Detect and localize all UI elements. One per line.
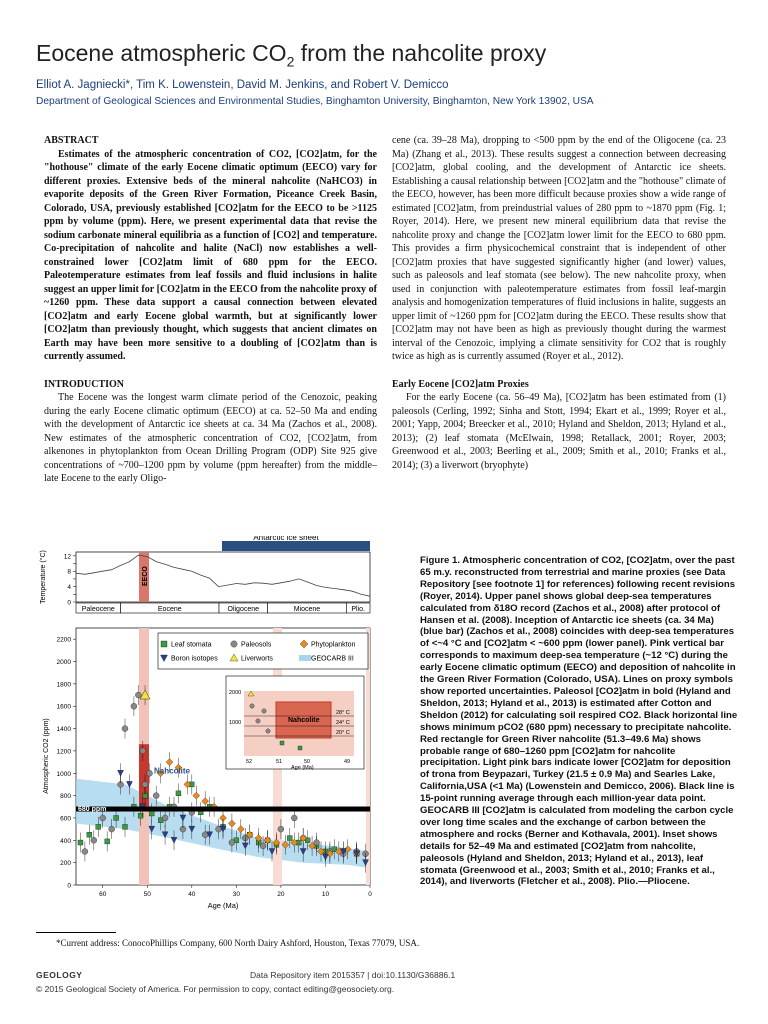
paleosol-point: [109, 826, 115, 832]
upper-y-label: Temperature (°C): [40, 550, 47, 604]
lower-x-tick-label: 30: [232, 891, 240, 898]
legend-marker: [299, 655, 311, 661]
affiliation: Department of Geological Sciences and Environmental Studies, Binghamton University, Binghamton, New York 13902, USA: [36, 96, 594, 107]
figure-caption: Figure 1. Atmospheric concentration of CO2, [CO2]atm, over the past 65 m.y. reconstructed from terrestrial and marine proxies (see Data Repository [see footnote 1] for references) following recent revisions (Royer, 2014). Upper panel shows global deep-sea temperatures calculated from δ18O record (Zachos et al., 2008) after protocol of Hansen et al. (2008). Inception of Antarctic ice sheets (ca. 34 Ma) (blue bar) (Zachos et al., 2008) coincides with deep-sea temperatures of <~4 °C and [CO2]atm < ~600 ppm (lower panel). Pink vertical bar corresponds to maximum deep-sea temperature (~12 °C) during the early Eocene climatic optimum (EECO) and deposition of nahcolite in the Green River Formation (Colorado, USA). Lines on proxy symbols show reported uncertainties. Paleosol [CO2]atm in bold (Hyland and Sheldon, 2013; Hyland et al., 2013) is estimated after Cotton and Sheldon (2012) for calculating soil respired CO2. Black horizontal line shows minimum pCO2 (680 ppm) necessary to precipitate nahcolite. Red rectangle for Green River nahcolite (51.3–49.6 Ma) shows probable range of 680–1260 ppm [CO2]atm for nahcolite precipitation. Light pink bars indicate lower [CO2]atm for deposition of trona from Beypazari, Turkey (21.5 ± 0.9 Ma) and Searles Lake, California,USA (<1 Ma) (Lowenstein and Demicco, 2006). Black line is 15-point running average through each million-year data point. GEOCARB III [CO2]atm is calculated from modeling the carbon cycle over long time scales and the exchange of carbon between the atmosphere and rocks (Berner and Kothavala, 2001). Inset shows details for 52–49 Ma and estimated [CO2]atm from nahcolite, paleosols (Hyland and Sheldon, 2013; Hyland et al., 2013), leaf stomata (Greenwood et al., 2003; Smith et al., 2010; Franks et al., 2014), and liverworts (Fletcher et al., 2008). Plio.—Pliocene.: [420, 555, 738, 888]
legend: [158, 633, 368, 669]
upper-y-tick-label: 0: [67, 599, 71, 607]
paleosol-point: [100, 815, 106, 821]
paleosol-point: [122, 726, 128, 732]
paleosol-point: [260, 843, 266, 849]
leaf-stomata-point: [138, 813, 143, 818]
lower-y-tick-label: 0: [67, 882, 71, 890]
upper-panel: [39, 536, 370, 613]
leaf-stomata-point: [96, 824, 101, 829]
upper-y-tick-label: 4: [67, 584, 71, 592]
epoch-label: Paleocene: [81, 606, 115, 613]
leaf-stomata-point: [176, 791, 181, 796]
lower-x-label: Age (Ma): [207, 901, 239, 910]
svg-text:20° C: 20° C: [336, 730, 350, 736]
lower-y-tick-label: 2000: [56, 659, 71, 667]
epoch-label: Miocene: [293, 606, 321, 613]
phytoplankton-point: [202, 798, 209, 805]
svg-text:1000: 1000: [229, 720, 242, 726]
data-repository: Data Repository item 2015357 | doi:10.1130/G36886.1: [250, 970, 456, 980]
paleosol-point: [131, 703, 137, 709]
antarctic-ice-bar: [222, 541, 370, 551]
svg-text:24° C: 24° C: [336, 720, 350, 726]
upper-y-axis: [64, 553, 76, 606]
leaf-stomata-point: [78, 840, 83, 845]
authors: Elliot A. Jagniecki*, Tim K. Lowenstein, David M. Jenkins, and Robert V. Demicco: [36, 79, 449, 91]
upper-y-tick-label: 8: [67, 568, 71, 576]
epoch-label: Plio.: [351, 606, 366, 613]
leaf-stomata-point: [114, 815, 119, 820]
boron-point: [118, 770, 124, 776]
paleosol-point: [140, 748, 146, 754]
title-tail: from the nahcolite proxy: [294, 40, 547, 66]
intro-text: The Eocene was the longest warm climate period of the Cenozoic, peaking during the early Eocene climatic optimum (EECO) at ca. 52–50 Ma and ending with the development of Antarctic ice sheets at ca. 34 Ma (Zachos et al., 2008). New estimates of the atmospheric concentration of CO2, [CO2]atm, from alkenones in phytoplankton from Ocean Drilling Program (ODP) Site 925 give concentrations of ~700–1200 ppm by volume (ppm hereafter) from the middle–late Eocene to the early Oligo-: [44, 392, 377, 484]
lower-x-tick-label: 0: [368, 891, 372, 898]
paleosol-point: [135, 692, 141, 698]
svg-text:49: 49: [344, 759, 351, 765]
svg-text:50: 50: [304, 759, 311, 765]
phytoplankton-point: [193, 792, 200, 799]
svg-text:51: 51: [276, 759, 283, 765]
inset: [226, 676, 364, 771]
paleosol-point: [291, 815, 297, 821]
lower-y-tick-label: 1800: [56, 681, 71, 689]
leaf-stomata-point: [287, 836, 292, 841]
lower-y-tick-label: 1400: [56, 726, 71, 734]
svg-text:2000: 2000: [229, 690, 242, 696]
lower-y-tick-label: 800: [60, 793, 71, 801]
lower-y-tick-label: 400: [60, 837, 71, 845]
minimum-co2-label: 680 ppm: [78, 806, 107, 814]
lower-y-label: Atmospheric CO2 (ppm): [43, 718, 50, 794]
paleosol-point: [153, 793, 159, 799]
paleosol-point: [147, 770, 153, 776]
right-column: [392, 134, 726, 472]
legend-label: Paleosols: [241, 641, 272, 649]
minimum-co2-line: [76, 807, 370, 812]
subsection-text: For the early Eocene (ca. 56–49 Ma), [CO2]atm has been estimated from (1) paleosols (Cerling, 1992; Sinha and Stott, 1994; Ekart et al., 1999; Royer et al., 2001; Yapp, 2004; Breecker et al., 2010; Hyland and Sheldon, 2013; Hyland et al., 2013); (2) leaf stomata (McElwain, 1998; Retallack, 2001; Royer, 2003; Greenwood et al., 2003; Beerling et al., 2009; Smith et al., 2010; Franks et al., 2014); (3) a liverwort (bryophyte): [392, 392, 726, 471]
eeco-label: EECO: [142, 566, 149, 586]
journal-name: GEOLOGY: [36, 970, 83, 980]
lower-x-axis: [99, 885, 372, 898]
leaf-stomata-point: [123, 824, 128, 829]
title-subscript: 2: [286, 53, 295, 70]
trona-label: Trona: [298, 812, 320, 822]
legend-label: Phytoplankton: [311, 641, 356, 649]
right-column-text: cene (ca. 39–28 Ma), dropping to <500 ppm by the end of the Oligocene (ca. 23 Ma) (Zhang et al., 2013). These results suggest a connection between decreasing [CO2]atm, global cooling, and the development of Antarctic ice sheets. Establishing a causal relationship between [CO2]atm and the "hothouse" climate of the EECO, however, has been more difficult because proxies show a wide range of estimated [CO2]atm, from preindustrial values of 280 ppm to ~1870 ppm (Fig. 1; Royer, 2014). Here, we present new mineral equilibrium data that revise the nahcolite proxy and change the [CO2]atm lower limit for the EECO to 680 ppm. This provides a firm physicochemical constraint that is independent of other [CO2]atm proxies that have suggested significantly higher (and lower) values, such as paleosols and leaf stomata (see below). The new nahcolite proxy, when used in conjunction with paleotemperature estimates from fossil leaf-margin analysis and homogenization temperatures of fluid inclusions in halite, suggests an upper limit of ~1260 ppm for [CO2]atm during the EECO. These results show that [CO2]atm may not have been as high as previously thought during the warmest interval of the Cenozoic, implying a climate sensitivity for CO2 that is roughly twice as high as is currently assumed (Royer et al., 2012).: [392, 135, 726, 362]
upper-y-tick-label: 12: [63, 553, 71, 561]
lower-x-tick-label: 10: [321, 891, 330, 898]
legend-label: Boron isotopes: [171, 655, 218, 663]
nahcolite-label: Nahcolite: [154, 766, 191, 776]
paleosol-point: [82, 848, 88, 854]
legend-label: Leaf stomata: [171, 641, 212, 649]
legend-label: Liverworts: [241, 655, 273, 663]
legend-marker: [231, 641, 237, 647]
paleosol-point: [91, 837, 97, 843]
lower-y-tick-label: 1600: [56, 703, 71, 711]
lower-x-tick-label: 20: [277, 891, 285, 898]
legend-label: GEOCARB III: [311, 655, 354, 663]
footnote-rule: [36, 932, 116, 933]
svg-text:52: 52: [246, 759, 253, 765]
lower-x-tick-label: 60: [99, 891, 107, 898]
antarctic-ice-label: Antarctic ice sheet: [253, 536, 319, 542]
lower-y-tick-label: 200: [60, 860, 71, 868]
phytoplankton-point: [166, 759, 173, 766]
epoch-label: Oligocene: [227, 606, 260, 613]
leaf-stomata-point: [105, 839, 110, 844]
inset-nahcolite-label: Nahcolite: [288, 717, 320, 724]
abstract-heading: ABSTRACT: [44, 135, 99, 146]
paleosol-point: [162, 815, 168, 821]
epoch-label: Eocene: [157, 606, 182, 613]
paleosol-point: [229, 840, 235, 846]
abstract-text: Estimates of the atmospheric concentration of CO2, [CO2]atm, for the "hothouse" climate of the early Eocene climatic optimum (EECO) vary for different proxies. Extensive beds of the mineral nahcolite (NaHCO3) in evaporite deposits of the Green River Formation, Piceance Creek Basin, Colorado, USA, previously established [CO2]atm for the EECO to be >1125 ppm by volume (ppm). Here, we present experimental data that revise the sodium carbonate mineral equilibria as a function of [CO2] and temperature. Co-precipitation of nahcolite and halite (NaCl) now establishes a well-constrained lower [CO2]atm limit of 680 ppm for the EECO. Paleotemperature estimates from leaf fossils and fluid inclusions in halite suggest an upper limit for [CO2]atm in the EECO from the nahcolite proxy of ~1260 ppm. These data support a causal connection between elevated [CO2]atm and early Eocene global warmth, but at significantly lower [CO2]atm than previously thought, which suggests that ancient climates on Earth may have been more sensitive to a doubling of [CO2]atm than is currently assumed.: [44, 148, 377, 362]
lower-y-tick-label: 2200: [56, 636, 71, 644]
boron-point: [171, 837, 177, 843]
lower-x-tick-label: 40: [188, 891, 196, 898]
figure-1: [36, 536, 390, 911]
footnote: *Current address: ConocoPhillips Company, 600 North Dairy Ashford, Houston, Texas 77079, USA.: [56, 938, 420, 948]
upper-frame: [76, 552, 370, 602]
leaf-stomata-point: [149, 811, 154, 816]
paleosol-point: [278, 826, 284, 832]
svg-text:Age (Ma): Age (Ma): [291, 765, 314, 771]
paleosol-point: [142, 781, 148, 787]
paper-title: [36, 40, 736, 70]
phytoplankton-point: [228, 820, 235, 827]
temperature-line: [76, 555, 370, 596]
svg-text:28° C: 28° C: [336, 710, 350, 716]
left-column: [44, 134, 377, 486]
lower-y-tick-label: 1200: [56, 748, 71, 756]
legend-marker: [161, 641, 167, 647]
title-main: Eocene atmospheric CO: [36, 40, 287, 66]
lower-y-tick-label: 1000: [56, 770, 71, 778]
lower-x-tick-label: 50: [143, 891, 151, 898]
epoch-bar: [76, 603, 370, 613]
lower-y-tick-label: 600: [60, 815, 71, 823]
copyright: © 2015 Geological Society of America. For permission to copy, contact editing@geosociety.org.: [36, 984, 395, 994]
intro-heading: INTRODUCTION: [44, 378, 125, 390]
leaf-stomata-point: [87, 832, 92, 837]
section-subheading: Early Eocene [CO2]atm Proxies: [392, 378, 529, 390]
nahcolite-rect: [139, 744, 149, 809]
lower-y-axis: [57, 637, 76, 890]
